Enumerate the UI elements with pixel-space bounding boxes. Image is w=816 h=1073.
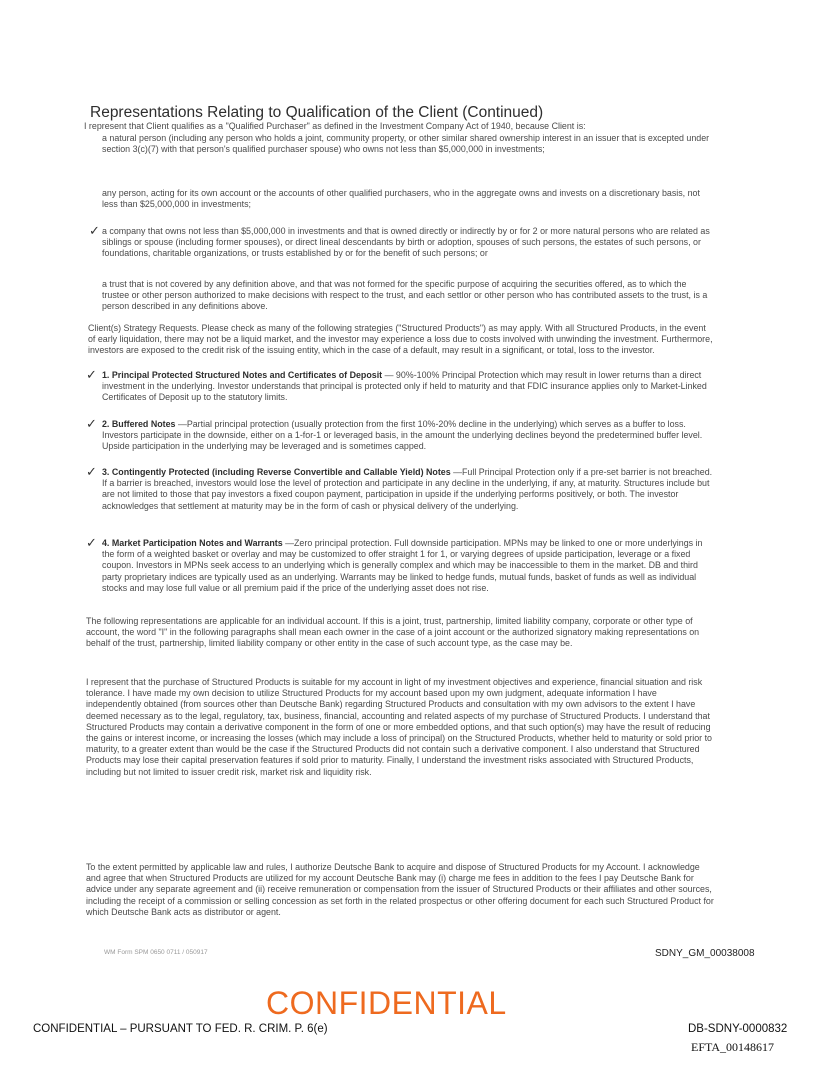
check-mark-icon: ✓ (86, 367, 97, 382)
strategy-item-1-text: — 90%-100% Principal Protection which may result in lower returns than a direct investment in the underlying. Investor understands that principal is protected only if held to maturity and that FDIC insurance applies only to Market-Linked Certificates of Deposit up to the statutory limits. (102, 370, 707, 403)
footer-doc-id: DB-SDNY-0000832 (688, 1023, 788, 1035)
qp-option-company: a company that owns not less than $5,000,000 in investments and that is owned directly or indirectly by or for 2 or more natural persons who are related as siblings or spouse (including former spouses), or direct lineal descendants by birth or adoption, spouses of such persons, the estates of such persons, or foundations, charitable organizations, or trusts established by or for the benefit of such persons; or (102, 226, 710, 259)
qp-option-trust: a trust that is not covered by any definition above, and that was not formed for the specific purpose of acquiring the securities offered, as to which the trustee or other person authorized to make decisions with respect to the trust, and each settlor or other person who has contributed assets to the trust, is a person described in any definitions above. (102, 279, 708, 312)
check-mark-icon: ✓ (89, 223, 100, 238)
strategy-item-3-heading: 3. Contingently Protected (including Reverse Convertible and Callable Yield) Notes (102, 467, 451, 477)
bates-number: SDNY_GM_00038008 (655, 948, 755, 959)
strategy-item-1 (102, 370, 714, 404)
footer-efta-id: EFTA_00148617 (691, 1040, 775, 1054)
strategy-item-3-text: —Full Principal Protection only if a pre-set barrier is not breached. If a barrier is breached, investors would lose the level of protection and participate in any decline in the underlying, if any, at maturity. Structures include but are not limited to those that pay investors a fixed coupon payment, participation in upside if the underlying performs positively, or both. The investor acknowledges that settlement at maturity may be in the form of cash or physical delivery of the underlying. (102, 467, 713, 511)
suitability-paragraph: I represent that the purchase of Structured Products is suitable for my account in light of my investment objectives and experience, financial situation and risk tolerance. I have made my own decision to utilize Structured Products for my account based upon my own judgment, adequate information I have independently obtained (from sources other than Deutsche Bank) regarding Structured Products and consultation with my own advisors to the extent I have deemed necessary as to the legal, regulatory, tax, business, financial, accounting and related aspects of my purchase of Structured Products. I understand that Structured Products may contain a derivative component in the form of one or more embedded options, and that such option(s) may have the result of reducing the gains or interest income, or increasing the losses (which may include a loss of principal) on the Structured Products, whether held to maturity or sold prior to maturity, to a greater extent than would be the case if the Structured Products did not contain such a derivative component. I also understand that Structured Products may lose their capital preservation features if sold prior to maturity. Finally, I understand the investment risks associated with Structured Products, including but not limited to issuer credit risk, market risk and liquidity risk. (86, 677, 712, 777)
strategy-item-1-heading: 1. Principal Protected Structured Notes and Certificates of Deposit (102, 370, 383, 380)
strategy-item-2 (102, 419, 714, 453)
strategy-item-2-text: —Partial principal protection (usually protection from the first 10%-20% decline in the underlying) which serves as a buffer to loss. Investors participate in the downside, either on a 1-for-1 or leveraged basis, in the amount the underlying declines beyond the predetermined buffer level. Upside participation in the underlying may be leveraged and is sometimes capped. (102, 419, 703, 452)
authorization-paragraph: To the extent permitted by applicable law and rules, I authorize Deutsche Bank to acquire and dispose of Structured Products for my Account. I acknowledge and agree that when Structured Products are utilized for my account Deutsche Bank may (i) charge me fees in addition to the fees I pay Deutsche Bank for advice under any separate agreement and (ii) receive remuneration or compensation from the issuer of Structured Products or their affiliates and other sources, including the receipt of a commission or selling concession as set forth in the related prospectus or other offering document for each such Structured Product for which Deutsche Bank acts as distributor or agent. (86, 862, 714, 917)
page-title: Representations Relating to Qualification of the Client (Continued) (90, 104, 544, 121)
strategy-item-3 (102, 467, 714, 512)
strategy-requests-paragraph: Client(s) Strategy Requests. Please check as many of the following strategies ("Structured Products") as may apply. With all Structured Products, in the event of early liquidation, there may not be a liquid market, and the investor may experience a loss due to costs involved with unwinding the investment. Furthermore, investors are exposed to the credit risk of the issuing entity, which in the case of a default, may result in a significant, or total, loss to the investor. (88, 323, 713, 356)
qp-option-natural-person: a natural person (including any person who holds a joint, community property, or other similar shared ownership interest in an issuer that is excepted under section 3(c)(7) with that person's qualified purchaser spouse) who owns not less than $5,000,000 in investments; (102, 133, 710, 155)
form-code: WM Form SPM 0650 0711 / 050917 (104, 949, 208, 956)
strategy-item-4-heading: 4. Market Participation Notes and Warrants (102, 538, 283, 548)
strategy-item-4 (102, 538, 714, 594)
strategy-item-4-text: —Zero principal protection. Full downside participation. MPNs may be linked to one or more underlyings in the form of a weighted basket or overlay and may be customized to offer straight 1 for 1, or varying degrees of upside participation, leverage or a fixed coupon. Investors in MPNs seek access to an underlying which is generally complex and which may be inaccessible to them in the market. DB and third party proprietary indices are typically used as an underlying. Warrants may be linked to hedge funds, mutual funds, basket of funds as well as individual stocks and may lose full value or all premium paid if the price of the underlying asset does not rise. (102, 538, 703, 593)
check-mark-icon: ✓ (86, 416, 97, 431)
check-mark-icon: ✓ (86, 464, 97, 479)
strategy-item-2-heading: 2. Buffered Notes (102, 419, 176, 429)
check-mark-icon: ✓ (86, 535, 97, 550)
confidential-stamp: CONFIDENTIAL (266, 985, 507, 1021)
intro-paragraph: I represent that Client qualifies as a "Qualified Purchaser" as defined in the Investment Company Act of 1940, because Client is: (84, 121, 586, 131)
representations-paragraph: The following representations are applicable for an individual account. If this is a joint, trust, partnership, limited liability company, corporate or other type of account, the word "I" in the following paragraphs shall mean each owner in the case of a joint account or the authorized signatory making representations on behalf of the trust, partnership, limited liability company or other entity in the case of such account type, as the case may be. (86, 616, 700, 649)
footer-legend: CONFIDENTIAL – PURSUANT TO FED. R. CRIM. P. 6(e) (33, 1023, 328, 1035)
qp-option-any-person: any person, acting for its own account or the accounts of other qualified purchasers, who in the aggregate owns and invests on a discretionary basis, not less than $25,000,000 in investments; (102, 188, 700, 210)
